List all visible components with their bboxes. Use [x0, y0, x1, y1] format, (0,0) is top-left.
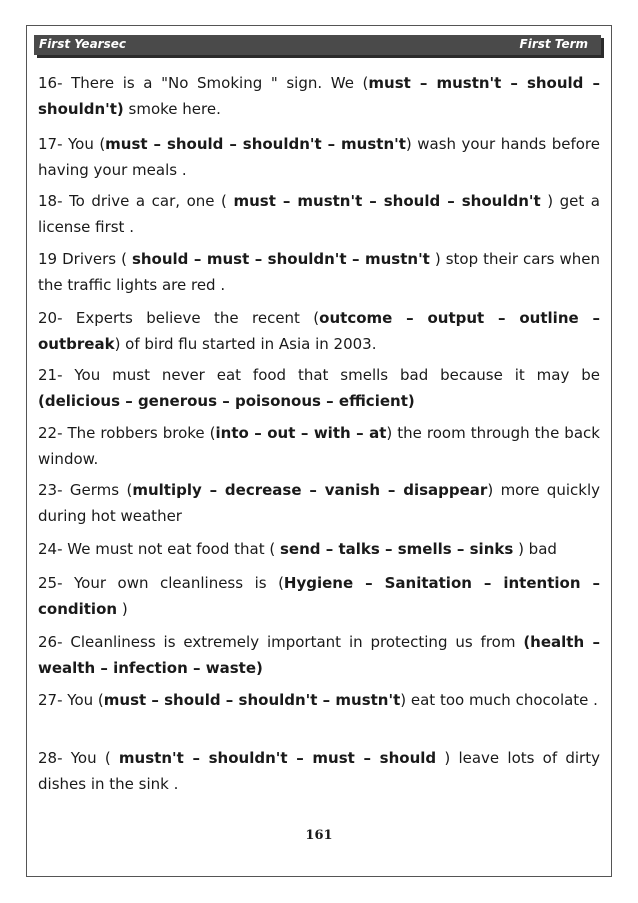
- question-23: [38, 477, 600, 529]
- question-text: You must never eat food that smells bad because it may be: [74, 366, 600, 384]
- question-28: [38, 745, 600, 797]
- question-options: must – should – shouldn't – mustn't: [105, 135, 406, 153]
- question-text-end: smoke here.: [123, 100, 221, 118]
- question-number: 20-: [38, 309, 63, 327]
- question-options: Hygiene – Sanitation – intention – condition: [38, 574, 600, 618]
- question-text-end: ) of bird flu started in Asia in 2003.: [114, 335, 377, 353]
- question-text: Your own cleanliness is (: [74, 574, 284, 592]
- question-text: Cleanliness is extremely important in protecting us from: [70, 633, 524, 651]
- question-options: (delicious – generous – poisonous – efficient): [38, 392, 415, 410]
- question-number: 25-: [38, 574, 63, 592]
- question-number: 17-: [38, 135, 63, 153]
- question-number: 21-: [38, 366, 63, 384]
- question-number: 27-: [38, 691, 63, 709]
- page-header: [34, 35, 601, 55]
- question-text: Germs (: [69, 481, 133, 499]
- question-number: 19: [38, 250, 58, 268]
- question-options: (health – wealth – infection – waste): [38, 633, 600, 677]
- question-options: mustn't – shouldn't – must – should: [118, 749, 437, 767]
- question-text: You (: [70, 749, 119, 767]
- question-options: should – must – shouldn't – mustn't: [131, 250, 430, 268]
- question-text-end: ) wash your hands before having your meals .: [38, 135, 600, 179]
- question-text: You (: [67, 691, 104, 709]
- question-text-end: ) eat too much chocolate .: [400, 691, 598, 709]
- question-21: [38, 362, 600, 414]
- question-text-end: ) leave lots of dirty dishes in the sink .: [38, 749, 600, 793]
- question-text-end: ) the room through the back window.: [38, 424, 600, 468]
- question-text: The robbers broke (: [67, 424, 216, 442]
- question-options: must – mustn't – should – shouldn't): [38, 74, 600, 118]
- question-24: [38, 536, 600, 562]
- question-options: must – should – shouldn't – mustn't: [103, 691, 401, 709]
- header-term-label: First Term: [519, 37, 588, 51]
- question-27: [38, 687, 600, 713]
- question-20: [38, 305, 600, 357]
- question-number: 24-: [38, 540, 63, 558]
- question-number: 28-: [38, 749, 63, 767]
- question-text: We must not eat food that (: [67, 540, 280, 558]
- question-text-end: ) bad: [513, 540, 557, 558]
- question-18: [38, 188, 600, 240]
- question-number: 18-: [38, 192, 63, 210]
- question-25: [38, 570, 600, 622]
- question-26: [38, 629, 600, 681]
- question-options: into – out – with – at: [215, 424, 387, 442]
- question-options: must – mustn't – should – shouldn't: [233, 192, 541, 210]
- question-text-end: ) stop their cars when the traffic lights are red .: [38, 250, 600, 294]
- question-text: To drive a car, one (: [69, 192, 234, 210]
- question-22: [38, 420, 600, 472]
- page-number: 161: [305, 828, 333, 843]
- question-text-end: ) get a license first .: [38, 192, 600, 236]
- question-text-end: ): [117, 600, 128, 618]
- question-number: 16-: [38, 74, 63, 92]
- question-options: multiply – decrease – vanish – disappear: [132, 481, 488, 499]
- question-19: [38, 246, 600, 298]
- question-options: send – talks – smells – sinks: [280, 540, 514, 558]
- question-text: Experts believe the recent (: [75, 309, 320, 327]
- question-text: You (: [67, 135, 106, 153]
- question-number: 26-: [38, 633, 63, 651]
- question-16: [38, 70, 600, 122]
- header-grade-label: First Yearsec: [39, 37, 126, 51]
- question-17: [38, 131, 600, 183]
- question-number: 23-: [38, 481, 63, 499]
- question-number: 22-: [38, 424, 63, 442]
- question-options: outcome – output – outline – outbreak: [38, 309, 600, 353]
- question-text: There is a "No Smoking " sign. We (: [71, 74, 369, 92]
- question-text-end: ) more quickly during hot weather: [38, 481, 600, 525]
- question-text: Drivers (: [62, 250, 132, 268]
